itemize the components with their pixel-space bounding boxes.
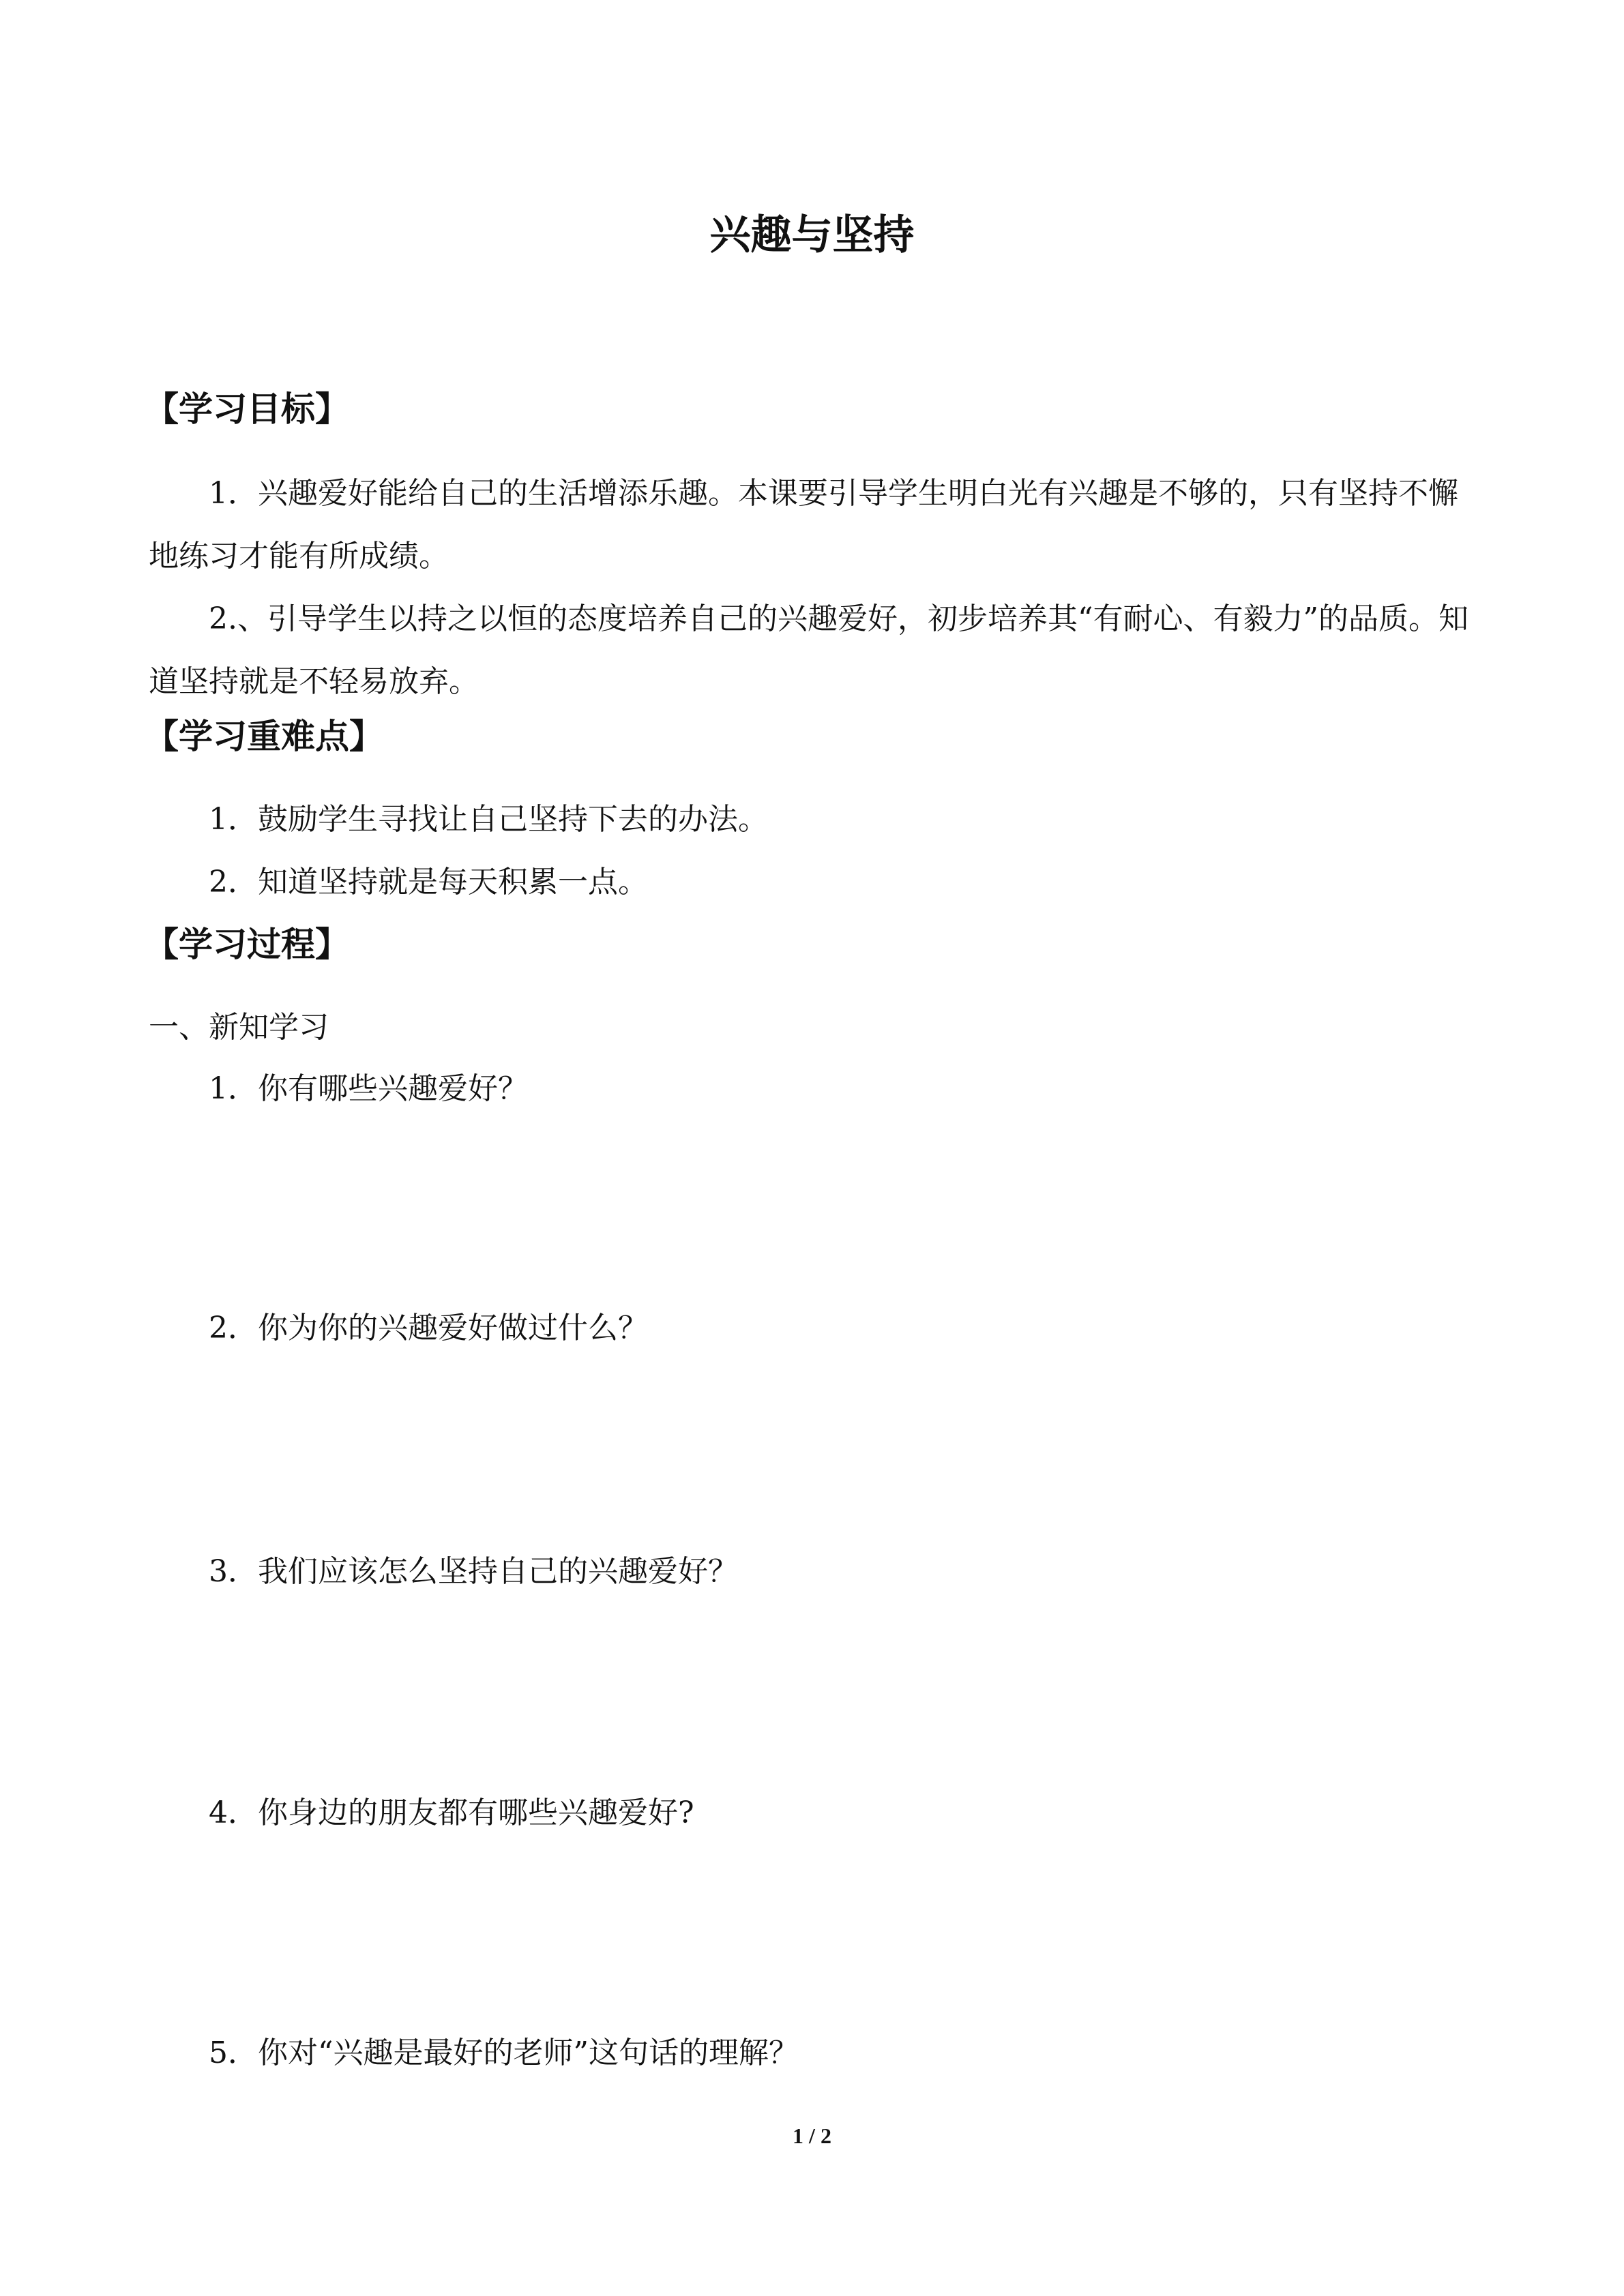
key-point-item-2: 2．知道坚持就是每天积累一点。 xyxy=(209,865,648,899)
question-item-1: 1．你有哪些兴趣爱好？ xyxy=(209,1071,528,1106)
question-item-2: 2．你为你的兴趣爱好做过什么？ xyxy=(209,1311,648,1345)
page-number: 1 / 2 xyxy=(793,2123,831,2148)
key-points-heading: 【学习重难点】 xyxy=(145,717,383,756)
question-item-4: 4．你身边的朋友都有哪些兴趣爱好? xyxy=(209,1795,694,1830)
question-item-3: 3．我们应该怎么坚持自己的兴趣爱好？ xyxy=(209,1554,738,1589)
key-point-item-1: 1．鼓励学生寻找让自己坚持下去的办法。 xyxy=(209,802,768,837)
question-item-5: 5．你对“兴趣是最好的老师”这句话的理解？ xyxy=(209,2036,799,2070)
process-subheading: 一、新知学习 xyxy=(149,1010,329,1045)
process-heading: 【学习过程】 xyxy=(145,925,349,964)
objectives-heading: 【学习目标】 xyxy=(145,389,349,429)
document-title: 兴趣与坚持 xyxy=(709,211,915,259)
objective-item-1: 1．兴趣爱好能给自己的生活增添乐趣。本课要引导学生明白光有兴趣是不够的，只有坚持不懈地练习才能有所成绩。 xyxy=(149,476,1458,573)
objective-item-2: 2.、引导学生以持之以恒的态度培养自己的兴趣爱好，初步培养其“有耐心、有毅力”的品质。知道坚持就是不轻易放弃。 xyxy=(149,601,1468,699)
